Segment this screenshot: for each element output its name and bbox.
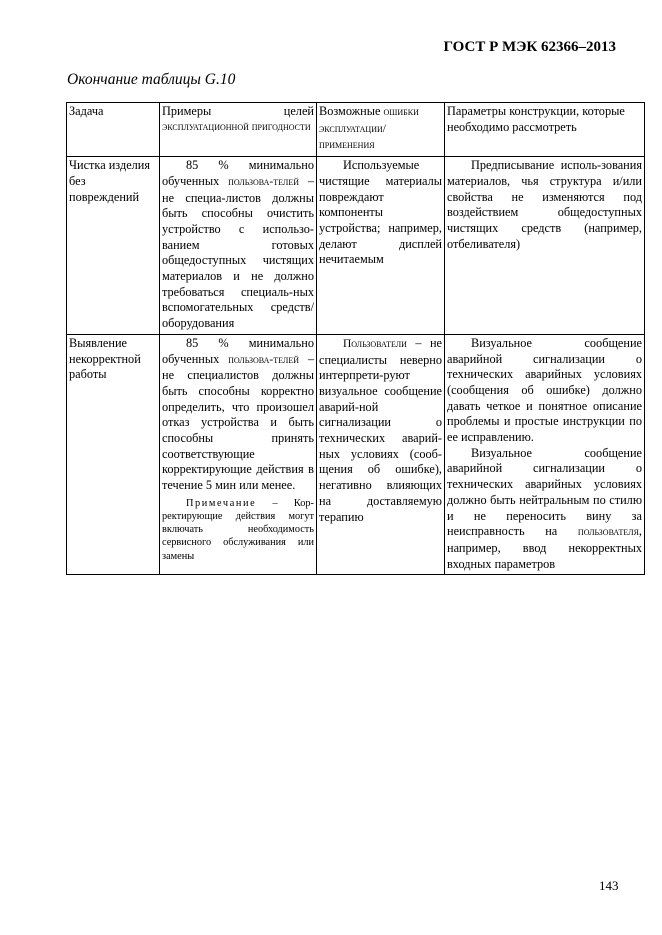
header-examples [160, 103, 317, 157]
row2-examples-a: 85 % минимально обученных [162, 335, 314, 366]
row2-errors [317, 334, 445, 575]
row2-params [445, 334, 645, 575]
row2-note [162, 497, 314, 563]
row1-examples-a: 85 % минимально обученных [162, 158, 314, 188]
header-examples-line2: эксплуатационной пригодности [162, 120, 311, 133]
row1-params-text: Предписывание исполь-зования материалов, чья структура и/или свойства не изменяются под воздействием общедоступных чистящих средств (например, отбеливателя) [447, 158, 642, 251]
header-params: Параметры конструкции, которые необходимо рассмотреть [445, 103, 645, 157]
table-row [67, 334, 645, 575]
table-row [67, 157, 645, 335]
row2-examples-c: – не специалистов должны быть способны корректно определить, что произошел отказ устройства и быть способны принять соответствующие корректирующие действия в течение 5 мин или менее. [162, 351, 314, 493]
document-code: ГОСТ Р МЭК 62366–2013 [443, 39, 616, 55]
row2-params-p1: Визуальное сообщение аварийной сигнализации о технических аварийных условиях (сообщения об ошибке) должно давать четкое и понятное описание проблемы и простые инструкции по ее исправлению. [447, 335, 642, 445]
row2-examples-users: пользова-телей [228, 353, 299, 366]
row2-task: Выявление некорректной работы [67, 334, 160, 575]
usability-goals-table [66, 102, 645, 575]
row1-task: Чистка изделия без повреждений [67, 157, 160, 335]
row2-errors-text: – не специалисты неверно интерпрети-руют визуальное сообщение аварий-ной сигнализации о технических аварий-ных условиях (сооб-щения об ошибке), негативно влияющих на доставляемую терапию [319, 335, 442, 524]
row1-examples [160, 157, 317, 335]
row1-errors-text: Используемые чистящие материалы повреждают компоненты устройства; например, делают дисплей нечитаемым [319, 158, 442, 267]
page-number: 143 [599, 878, 619, 893]
row1-params [445, 157, 645, 335]
row2-params-user: пользователя [577, 526, 639, 539]
row2-params-p2a: Визуальное сообщение аварийной сигнализации о технических аварийных условиях должно быть нейтральным по стилю и не переносить вину за неисправность на [447, 445, 642, 539]
row2-note-text: – Кор-ректирующие действия могут включать необходимость сервисного обслуживания или замены [162, 497, 314, 562]
row1-errors [317, 157, 445, 335]
header-errors-line2: ошибки эксплуатации/ применения [319, 106, 419, 152]
row2-note-label: Примечание [186, 497, 257, 509]
row1-examples-users: пользова-телей [228, 175, 299, 188]
row2-examples [160, 334, 317, 575]
header-examples-line1: Примеры целей [162, 104, 314, 118]
row1-examples-c: – не специа-листов должны быть способны очистить устройство с использо-ванием готовых общедоступных чистящих материалов и не должно требоваться специаль-ных вспомогательных средств/оборудования [162, 173, 314, 331]
header-errors-line1: Возможные [319, 104, 384, 118]
header-task: Задача [67, 103, 160, 157]
table-header-row [67, 103, 645, 157]
header-errors [317, 103, 445, 157]
row2-errors-users: Пользователи [343, 337, 407, 350]
row2-params-p2c: , например, ввод некорректных входных параметров [447, 524, 642, 571]
table-caption: Окончание таблицы G.10 [67, 71, 236, 88]
